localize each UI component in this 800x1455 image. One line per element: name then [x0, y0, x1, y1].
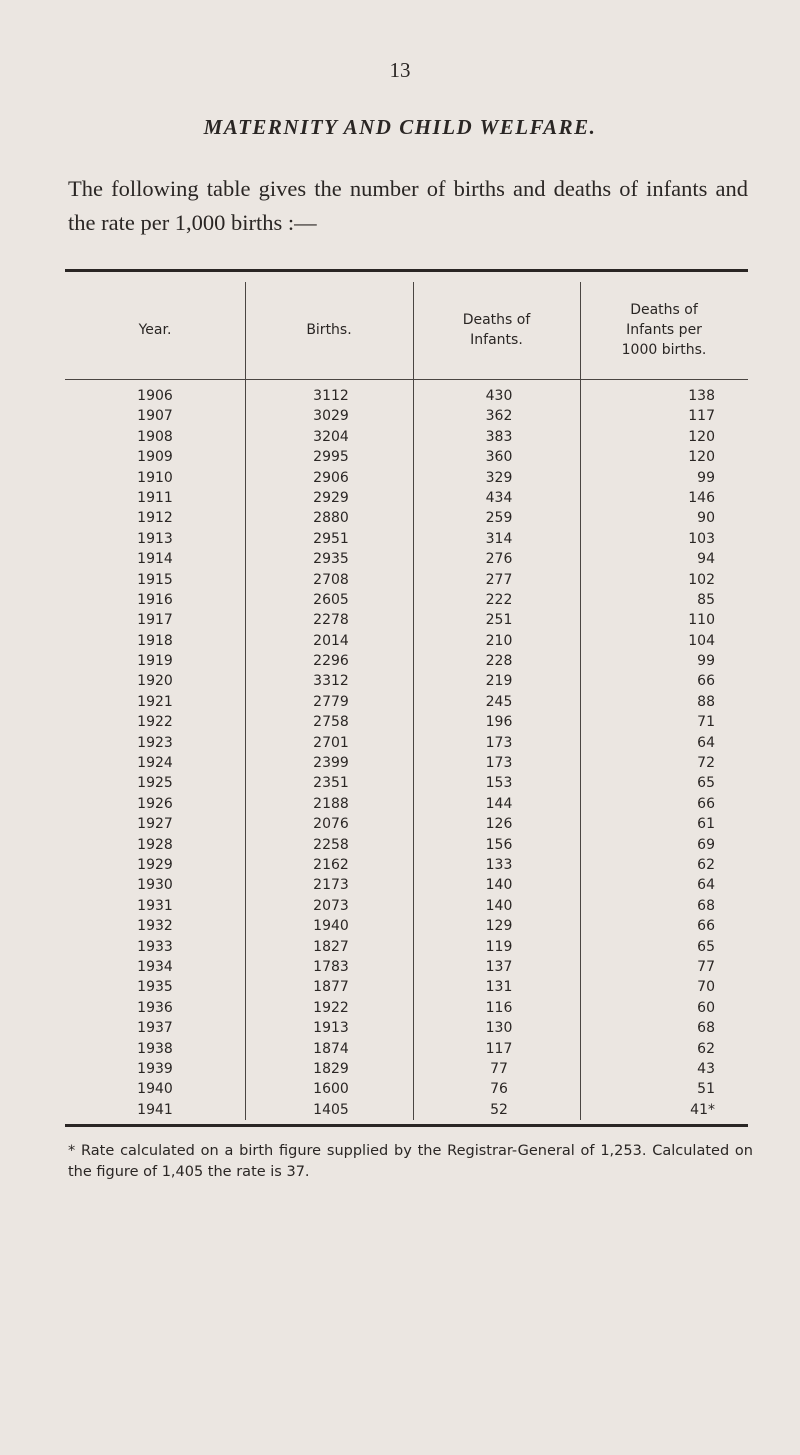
- cell-births: 1600: [313, 1081, 349, 1098]
- cell-year: 1929: [137, 856, 173, 873]
- cell-deaths: 130: [485, 1020, 513, 1037]
- cell-births: 3312: [313, 673, 349, 690]
- cell-deaths: 126: [485, 816, 513, 833]
- table-row: [65, 406, 748, 426]
- cell-rate: 88: [697, 693, 715, 710]
- cell-births: 2278: [313, 612, 349, 629]
- cell-rate: 99: [697, 469, 715, 486]
- cell-births: 2906: [313, 469, 349, 486]
- cell-rate: 66: [697, 918, 715, 935]
- table-row: [65, 977, 748, 997]
- cell-births: 1922: [313, 999, 349, 1016]
- cell-births: 2758: [313, 714, 349, 731]
- cell-year: 1912: [137, 510, 173, 527]
- cell-births: 2076: [313, 816, 349, 833]
- cell-births: 2162: [313, 856, 349, 873]
- cell-deaths: 277: [485, 571, 513, 588]
- cell-deaths: 77: [490, 1060, 508, 1077]
- cell-deaths: 383: [485, 428, 513, 445]
- cell-year: 1937: [137, 1020, 173, 1037]
- cell-rate: 64: [697, 877, 715, 894]
- table-row: [65, 468, 748, 488]
- table-row: [65, 488, 748, 508]
- cell-rate: 120: [688, 449, 715, 466]
- cell-year: 1916: [137, 591, 173, 608]
- cell-year: 1913: [137, 530, 173, 547]
- cell-year: 1927: [137, 816, 173, 833]
- table-row: [65, 1018, 748, 1038]
- cell-deaths: 153: [485, 775, 513, 792]
- cell-deaths: 76: [490, 1081, 508, 1098]
- cell-year: 1923: [137, 734, 173, 751]
- cell-year: 1908: [137, 428, 173, 445]
- cell-births: 1827: [313, 938, 349, 955]
- cell-births: 1940: [313, 918, 349, 935]
- cell-year: 1907: [137, 408, 173, 425]
- table-row: [65, 1100, 748, 1120]
- cell-year: 1928: [137, 836, 173, 853]
- table-row: [65, 631, 748, 651]
- cell-year: 1910: [137, 469, 173, 486]
- cell-rate: 110: [688, 612, 715, 629]
- table-row: [65, 916, 748, 936]
- cell-year: 1938: [137, 1040, 173, 1057]
- cell-births: 2258: [313, 836, 349, 853]
- table-row: [65, 610, 748, 630]
- cell-births: 2880: [313, 510, 349, 527]
- cell-births: 2014: [313, 632, 349, 649]
- cell-births: 2935: [313, 551, 349, 568]
- cell-rate: 66: [697, 673, 715, 690]
- cell-deaths: 173: [485, 734, 513, 751]
- cell-rate: 64: [697, 734, 715, 751]
- cell-year: 1911: [137, 489, 173, 506]
- cell-births: 2073: [313, 897, 349, 914]
- cell-births: 2399: [313, 755, 349, 772]
- cell-deaths: 116: [485, 999, 513, 1016]
- cell-deaths: 259: [485, 510, 513, 527]
- cell-year: 1931: [137, 897, 173, 914]
- table-row: [65, 692, 748, 712]
- cell-year: 1933: [137, 938, 173, 955]
- header-bottom-rule: [65, 379, 748, 380]
- cell-rate: 85: [697, 591, 715, 608]
- cell-deaths: 430: [485, 388, 513, 404]
- table-row: [65, 1079, 748, 1099]
- cell-births: 2951: [313, 530, 349, 547]
- cell-year: 1909: [137, 449, 173, 466]
- page-heading: MATERNITY AND CHILD WELFARE.: [203, 115, 597, 139]
- table-row: [65, 733, 748, 753]
- cell-deaths: 276: [485, 551, 513, 568]
- cell-births: 1913: [313, 1020, 349, 1037]
- cell-year: 1939: [137, 1060, 173, 1077]
- cell-year: 1941: [137, 1101, 173, 1118]
- cell-rate: 102: [688, 571, 715, 588]
- table-top-rule: [65, 269, 748, 272]
- table-row: [65, 794, 748, 814]
- cell-year: 1921: [137, 693, 173, 710]
- table-row: [65, 1059, 748, 1079]
- cell-births: 3029: [313, 408, 349, 425]
- cell-year: 1935: [137, 979, 173, 996]
- cell-deaths: 210: [485, 632, 513, 649]
- cell-year: 1940: [137, 1081, 173, 1098]
- cell-rate: 71: [697, 714, 715, 731]
- cell-year: 1920: [137, 673, 173, 690]
- header-births: Births.: [306, 322, 352, 338]
- cell-deaths: 360: [485, 449, 513, 466]
- cell-deaths: 140: [485, 877, 513, 894]
- cell-rate: 65: [697, 775, 715, 792]
- table-row: [65, 814, 748, 834]
- cell-births: 2929: [313, 489, 349, 506]
- cell-year: 1934: [137, 958, 173, 975]
- footnote: * Rate calculated on a birth figure supplied by the Registrar-General of 1,253. Calculated on the figure of 1,405 the rate is 37.: [68, 1143, 753, 1180]
- cell-rate: 120: [688, 428, 715, 445]
- cell-year: 1917: [137, 612, 173, 629]
- cell-year: 1922: [137, 714, 173, 731]
- cell-births: 1783: [313, 958, 349, 975]
- cell-deaths: 156: [485, 836, 513, 853]
- table-body: [65, 386, 748, 1120]
- cell-year: 1918: [137, 632, 173, 649]
- table-row: [65, 937, 748, 957]
- table-row: [65, 896, 748, 916]
- cell-deaths: 52: [490, 1101, 508, 1118]
- cell-rate: 117: [688, 408, 715, 425]
- cell-births: 2173: [313, 877, 349, 894]
- cell-deaths: 245: [485, 693, 513, 710]
- cell-deaths: 173: [485, 755, 513, 772]
- header-year: Year.: [138, 322, 172, 338]
- cell-rate: 65: [697, 938, 715, 955]
- table-row: [65, 447, 748, 467]
- table-row: [65, 651, 748, 671]
- cell-births: 1829: [313, 1060, 349, 1077]
- table-row: [65, 590, 748, 610]
- cell-year: 1915: [137, 571, 173, 588]
- cell-rate: 51: [697, 1081, 715, 1098]
- cell-rate: 66: [697, 795, 715, 812]
- table-row: [65, 773, 748, 793]
- cell-rate: 94: [697, 551, 715, 568]
- cell-rate: 43: [697, 1060, 715, 1077]
- cell-births: 2779: [313, 693, 349, 710]
- header-rate: Deaths of Infants per 1000 births.: [621, 302, 707, 358]
- cell-year: 1925: [137, 775, 173, 792]
- cell-deaths: 119: [485, 938, 513, 955]
- cell-deaths: 219: [485, 673, 513, 690]
- table-row: [65, 998, 748, 1018]
- cell-rate: 61: [697, 816, 715, 833]
- cell-deaths: 314: [485, 530, 513, 547]
- cell-year: 1930: [137, 877, 173, 894]
- cell-deaths: 251: [485, 612, 513, 629]
- cell-year: 1914: [137, 551, 173, 568]
- cell-deaths: 140: [485, 897, 513, 914]
- cell-rate: 62: [697, 1040, 715, 1057]
- cell-births: 2351: [313, 775, 349, 792]
- table-row: [65, 712, 748, 732]
- table-row: [65, 875, 748, 895]
- table-bottom-rule: [65, 1124, 748, 1127]
- cell-births: 2188: [313, 795, 349, 812]
- cell-deaths: 137: [485, 958, 513, 975]
- cell-rate: 104: [688, 632, 715, 649]
- table-row: [65, 835, 748, 855]
- cell-births: 2605: [313, 591, 349, 608]
- cell-year: 1936: [137, 999, 173, 1016]
- cell-deaths: 362: [485, 408, 513, 425]
- cell-deaths: 131: [485, 979, 513, 996]
- table-row: [65, 855, 748, 875]
- cell-deaths: 329: [485, 469, 513, 486]
- cell-births: 2701: [313, 734, 349, 751]
- header-deaths: Deaths of Infants.: [462, 312, 531, 348]
- cell-rate: 77: [697, 958, 715, 975]
- cell-rate: 138: [688, 388, 715, 404]
- cell-deaths: 117: [485, 1040, 513, 1057]
- cell-births: 2708: [313, 571, 349, 588]
- table-row: [65, 427, 748, 447]
- cell-births: 3204: [313, 428, 349, 445]
- table-row: [65, 508, 748, 528]
- cell-rate: 60: [697, 999, 715, 1016]
- cell-births: 1877: [313, 979, 349, 996]
- cell-rate: 99: [697, 653, 715, 670]
- cell-deaths: 196: [485, 714, 513, 731]
- cell-rate: 68: [697, 1020, 715, 1037]
- cell-births: 1405: [313, 1101, 349, 1118]
- cell-year: 1926: [137, 795, 173, 812]
- table-row: [65, 570, 748, 590]
- cell-rate: 69: [697, 836, 715, 853]
- cell-year: 1932: [137, 918, 173, 935]
- page-number: 13: [389, 58, 411, 82]
- table-row: [65, 671, 748, 691]
- table-row: [65, 549, 748, 569]
- cell-rate: 90: [697, 510, 715, 527]
- cell-births: 2296: [313, 653, 349, 670]
- cell-year: 1919: [137, 653, 173, 670]
- cell-rate: 72: [697, 755, 715, 772]
- cell-year: 1924: [137, 755, 173, 772]
- table-row: [65, 529, 748, 549]
- table-row: [65, 1039, 748, 1059]
- table-row: [65, 386, 748, 406]
- cell-rate: 41*: [690, 1101, 715, 1118]
- cell-births: 1874: [313, 1040, 349, 1057]
- table-row: [65, 753, 748, 773]
- cell-rate: 68: [697, 897, 715, 914]
- cell-deaths: 133: [485, 856, 513, 873]
- cell-deaths: 144: [485, 795, 513, 812]
- cell-deaths: 434: [485, 489, 513, 506]
- intro-paragraph: The following table gives the number of births and deaths of infants and the rate per 1,000 births :—: [68, 176, 748, 235]
- cell-year: 1906: [137, 388, 173, 404]
- cell-rate: 103: [688, 530, 715, 547]
- cell-deaths: 129: [485, 918, 513, 935]
- cell-births: 2995: [313, 449, 349, 466]
- cell-deaths: 228: [485, 653, 513, 670]
- cell-rate: 70: [697, 979, 715, 996]
- cell-births: 3112: [313, 388, 349, 404]
- cell-rate: 146: [688, 489, 715, 506]
- cell-rate: 62: [697, 856, 715, 873]
- cell-deaths: 222: [485, 591, 513, 608]
- table-row: [65, 957, 748, 977]
